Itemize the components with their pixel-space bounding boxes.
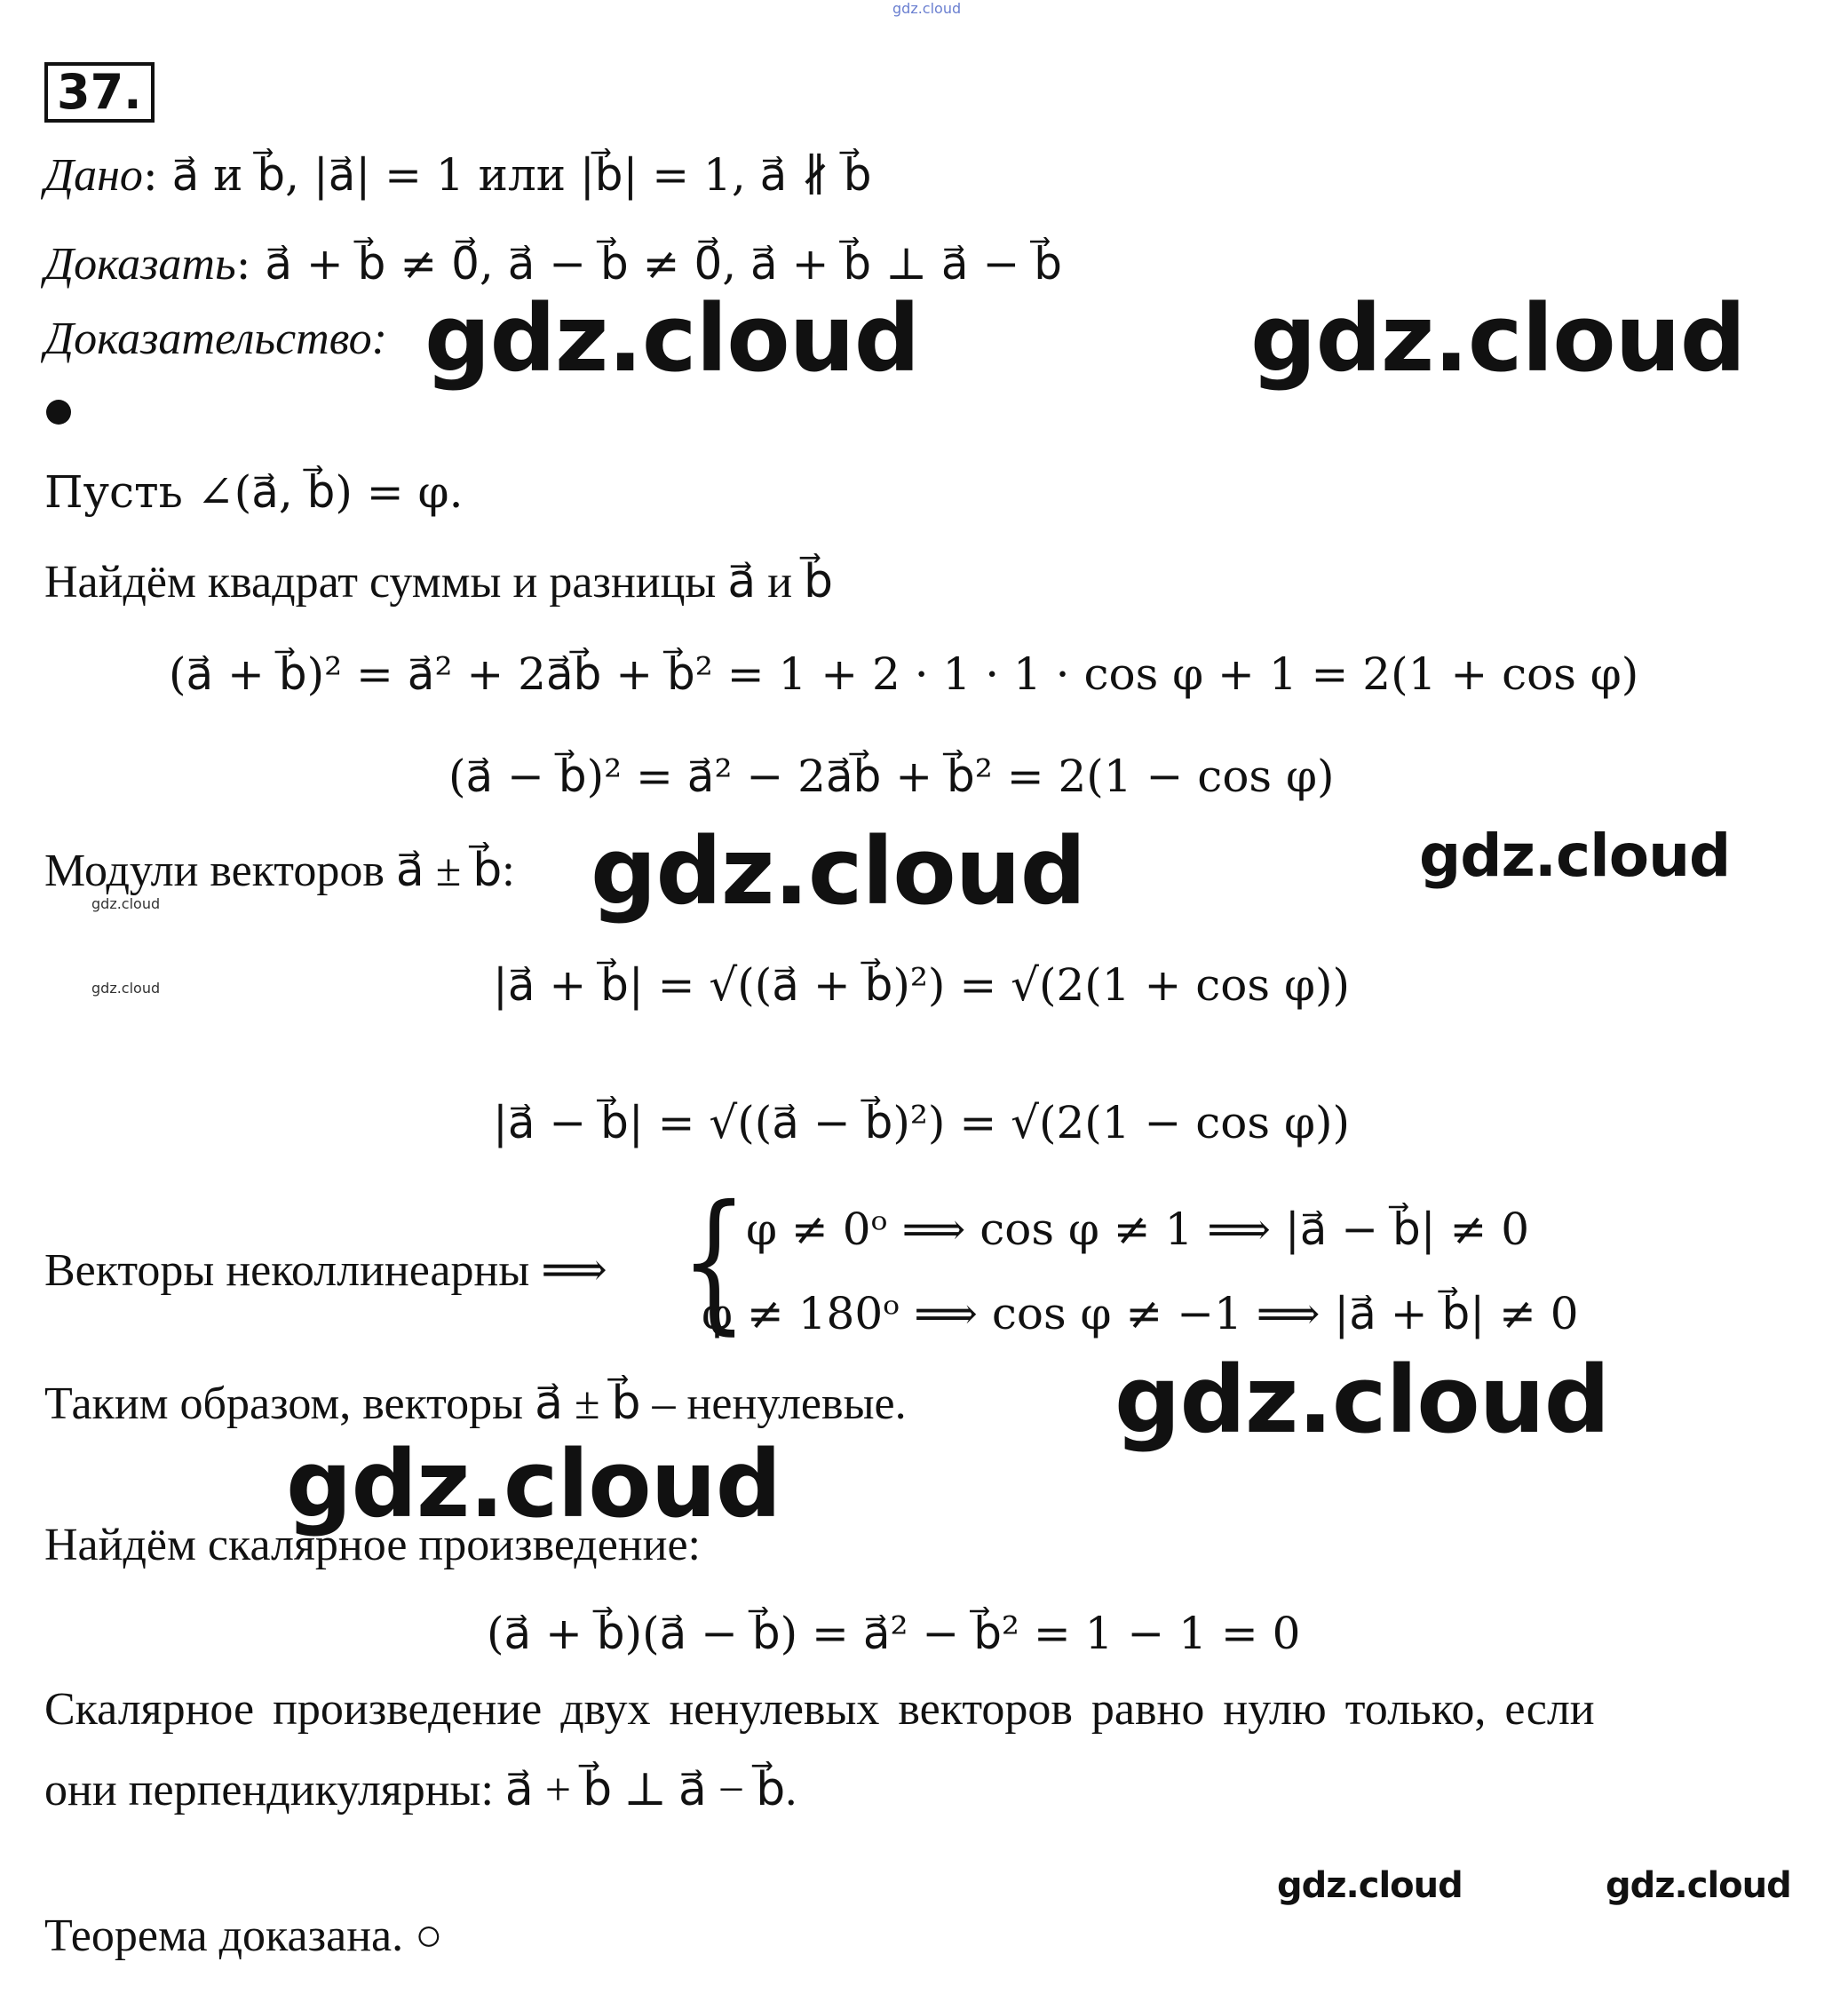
find-squares-line: Найдём квадрат суммы и разницы a⃗ и b⃗ <box>44 557 834 608</box>
watermark: gdz.cloud <box>1606 1865 1791 1906</box>
prove-label: Доказать <box>44 239 236 290</box>
proof-label: Доказательство <box>44 314 372 364</box>
watermark: gdz.cloud <box>1114 1346 1610 1454</box>
small-watermark: gdz.cloud <box>91 980 161 997</box>
small-watermark: gdz.cloud <box>91 895 161 912</box>
case-straight-angle: φ ≠ 180ᵒ ⟹ cos φ ≠ −1 ⟹ |a⃗ + b⃗| ≠ 0 <box>702 1288 1579 1339</box>
watermark: gdz.cloud <box>1419 822 1731 890</box>
given-text: : a⃗ и b⃗, |a⃗| = 1 или |b⃗| = 1, a⃗ ∦ b⃗ <box>142 149 872 201</box>
let-angle-line <box>44 466 463 519</box>
equation-diff-square: (a⃗ − b⃗)² = a⃗² − 2a⃗b⃗ + b⃗² = 2(1 − cos φ) <box>448 751 1335 802</box>
left-brace: { <box>680 1173 748 1349</box>
conclusion-line-1: Скалярное произведение двух ненулевых векторов равно нулю только, если <box>44 1684 1595 1735</box>
find-dot-line: Найдём скалярное произведение: <box>44 1520 701 1570</box>
prove-line <box>44 238 1062 290</box>
case-zero-angle: φ ≠ 0ᵒ ⟹ cos φ ≠ 1 ⟹ |a⃗ − b⃗| ≠ 0 <box>746 1204 1530 1255</box>
conclusion-line-2: они перпендикулярны: a⃗ + b⃗ ⊥ a⃗ − b⃗. <box>44 1765 797 1815</box>
prove-text: : a⃗ + b⃗ ≠ 0⃗, a⃗ − b⃗ ≠ 0⃗, a⃗ + b⃗ ⊥ a⃗ − b⃗ <box>235 238 1062 290</box>
nonzero-line: Таким образом, векторы a⃗ ± b⃗ – ненулевые. <box>44 1378 907 1429</box>
given-label: Дано <box>44 150 143 201</box>
equation-sum-square: (a⃗ + b⃗)² = a⃗² + 2a⃗b⃗ + b⃗² = 1 + 2 · 1 · 1 · cos φ + 1 = 2(1 + cos φ) <box>169 648 1639 700</box>
watermark: gdz.cloud <box>591 817 1086 926</box>
proof-colon: : <box>371 314 387 364</box>
moduli-line: Модули векторов a⃗ ± b⃗: <box>44 846 515 896</box>
watermark: gdz.cloud <box>1277 1865 1463 1906</box>
watermark: gdz.cloud <box>1250 284 1746 393</box>
equation-modulus-sum: |a⃗ + b⃗| = √((a⃗ + b⃗)²) = √(2(1 + cos φ)) <box>493 959 1350 1011</box>
top-watermark: gdz.cloud <box>892 0 962 17</box>
let-angle-text: Пусть ∠(a⃗, b⃗) = φ. <box>44 466 464 518</box>
watermark: gdz.cloud <box>286 1430 781 1538</box>
watermark: gdz.cloud <box>424 284 920 393</box>
equation-modulus-diff: |a⃗ − b⃗| = √((a⃗ − b⃗)²) = √(2(1 − cos φ)) <box>493 1097 1350 1148</box>
qed-line: Теорема доказана. ○ <box>44 1911 443 1961</box>
bullet-icon <box>46 400 71 425</box>
proof-line <box>44 313 387 365</box>
equation-dot-product: (a⃗ + b⃗)(a⃗ − b⃗) = a⃗² − b⃗² = 1 − 1 = 0 <box>487 1608 1301 1659</box>
given-line <box>44 149 872 202</box>
problem-number: 37. <box>44 62 155 123</box>
noncollinear-line: Векторы неколлинеарны ⟹ <box>44 1245 607 1296</box>
